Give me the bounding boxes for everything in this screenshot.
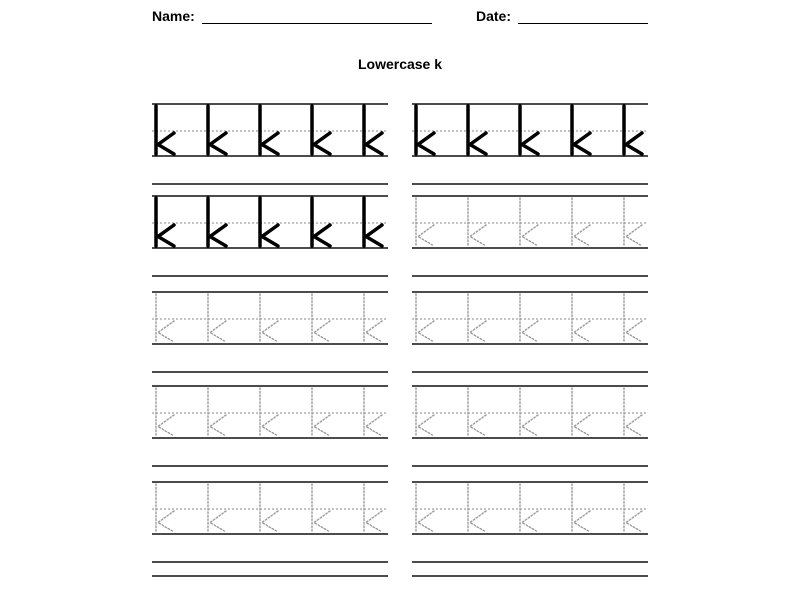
letter-k-dotted (572, 294, 590, 342)
letter-k-solid (364, 198, 382, 246)
letter-k-dotted (520, 388, 538, 436)
letter-k-solid (156, 198, 174, 246)
letter-k-dotted (624, 294, 642, 342)
letter-k-dotted (624, 388, 642, 436)
letter-k-dotted (468, 484, 486, 532)
letter-k-solid (208, 106, 226, 154)
letter-k-dotted (156, 388, 174, 436)
letter-k-dotted (208, 294, 226, 342)
letter-k-solid (156, 106, 174, 154)
letter-k-dotted (416, 484, 434, 532)
letter-k-dotted (260, 388, 278, 436)
letter-k-dotted (416, 198, 434, 246)
letter-k-dotted (364, 484, 382, 532)
letter-k-dotted (520, 198, 538, 246)
letter-k-dotted (364, 388, 382, 436)
letter-k-dotted (416, 388, 434, 436)
letter-k-solid (364, 106, 382, 154)
letter-k-dotted (208, 484, 226, 532)
letter-k-dotted (260, 484, 278, 532)
letter-k-dotted (312, 484, 330, 532)
letter-k-solid (312, 106, 330, 154)
date-label: Date: (476, 8, 512, 24)
letter-k-dotted (468, 388, 486, 436)
letter-k-dotted (312, 388, 330, 436)
letter-k-dotted (520, 294, 538, 342)
letter-k-dotted (572, 484, 590, 532)
letter-k-solid (208, 198, 226, 246)
letter-k-dotted (312, 294, 330, 342)
letter-k-solid (468, 106, 486, 154)
letter-k-solid (416, 106, 434, 154)
letter-k-solid (312, 198, 330, 246)
letter-k-dotted (208, 388, 226, 436)
letter-k-dotted (624, 484, 642, 532)
letter-k-solid (260, 198, 278, 246)
letter-k-dotted (572, 388, 590, 436)
letter-k-dotted (416, 294, 434, 342)
letter-k-dotted (260, 294, 278, 342)
letter-k-solid (624, 106, 642, 154)
letter-k-solid (572, 106, 590, 154)
letter-k-solid (260, 106, 278, 154)
letter-k-dotted (624, 198, 642, 246)
letter-k-solid (520, 106, 538, 154)
letter-k-dotted (156, 294, 174, 342)
name-label: Name: (152, 8, 195, 24)
letter-k-dotted (572, 198, 590, 246)
worksheet-title: Lowercase k (357, 56, 443, 72)
letter-k-dotted (364, 294, 382, 342)
letter-k-dotted (468, 294, 486, 342)
letter-k-dotted (520, 484, 538, 532)
letter-k-dotted (156, 484, 174, 532)
letter-k-dotted (468, 198, 486, 246)
